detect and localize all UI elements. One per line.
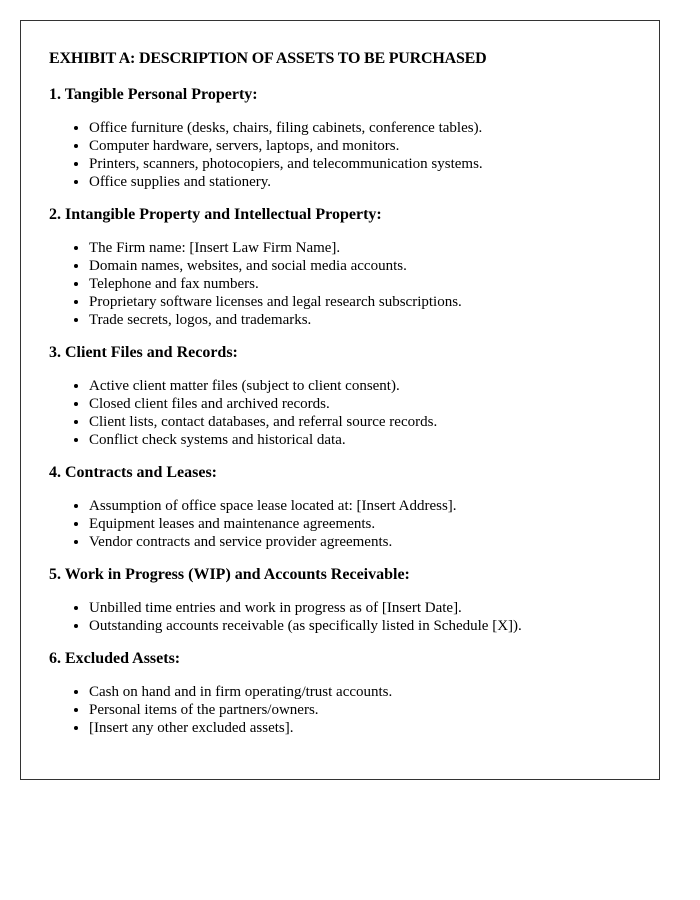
section-excluded-assets [49,649,631,737]
list-item: • Printers, scanners, photocopiers, and telecommunication systems. [89,155,631,173]
list-item: • Active client matter files (subject to client consent). [89,377,631,395]
list-item: • [Insert any other excluded assets]. [89,719,631,737]
list-item: • Vendor contracts and service provider agreements. [89,533,631,551]
section-client-files [49,343,631,449]
section-heading: 5. Work in Progress (WIP) and Accounts Receivable: [49,566,410,583]
section-heading: 1. Tangible Personal Property: [49,86,258,103]
list-item: • Telephone and fax numbers. [89,275,631,293]
list-item: • Cash on hand and in firm operating/trust accounts. [89,683,631,701]
section-wip-receivables [49,565,631,635]
list-item: • Proprietary software licenses and legal research subscriptions. [89,293,631,311]
list-item: • Personal items of the partners/owners. [89,701,631,719]
list-item: • Closed client files and archived records. [89,395,631,413]
item-list [49,377,631,449]
list-item: • Conflict check systems and historical data. [89,431,631,449]
list-item: • The Firm name: [Insert Law Firm Name]. [89,239,631,257]
list-item: • Office furniture (desks, chairs, filing cabinets, conference tables). [89,119,631,137]
section-heading: 3. Client Files and Records: [49,344,238,361]
section-heading: 2. Intangible Property and Intellectual Property: [49,206,382,223]
document-container [20,20,660,780]
document-title: EXHIBIT A: DESCRIPTION OF ASSETS TO BE PURCHASED [49,50,487,67]
item-list [49,683,631,737]
list-item: • Office supplies and stationery. [89,173,631,191]
section-heading: 4. Contracts and Leases: [49,464,217,481]
section-heading: 6. Excluded Assets: [49,650,181,667]
section-intangible-property [49,205,631,329]
list-item: • Domain names, websites, and social media accounts. [89,257,631,275]
item-list [49,119,631,191]
list-item: • Unbilled time entries and work in progress as of [Insert Date]. [89,599,631,617]
section-tangible-property [49,85,631,191]
list-item: • Equipment leases and maintenance agreements. [89,515,631,533]
item-list [49,239,631,329]
list-item: • Outstanding accounts receivable (as specifically listed in Schedule [X]). [89,617,631,635]
list-item: • Assumption of office space lease located at: [Insert Address]. [89,497,631,515]
section-contracts-leases [49,463,631,551]
list-item: • Client lists, contact databases, and referral source records. [89,413,631,431]
list-item: • Trade secrets, logos, and trademarks. [89,311,631,329]
list-item: • Computer hardware, servers, laptops, and monitors. [89,137,631,155]
item-list [49,599,631,635]
item-list [49,497,631,551]
